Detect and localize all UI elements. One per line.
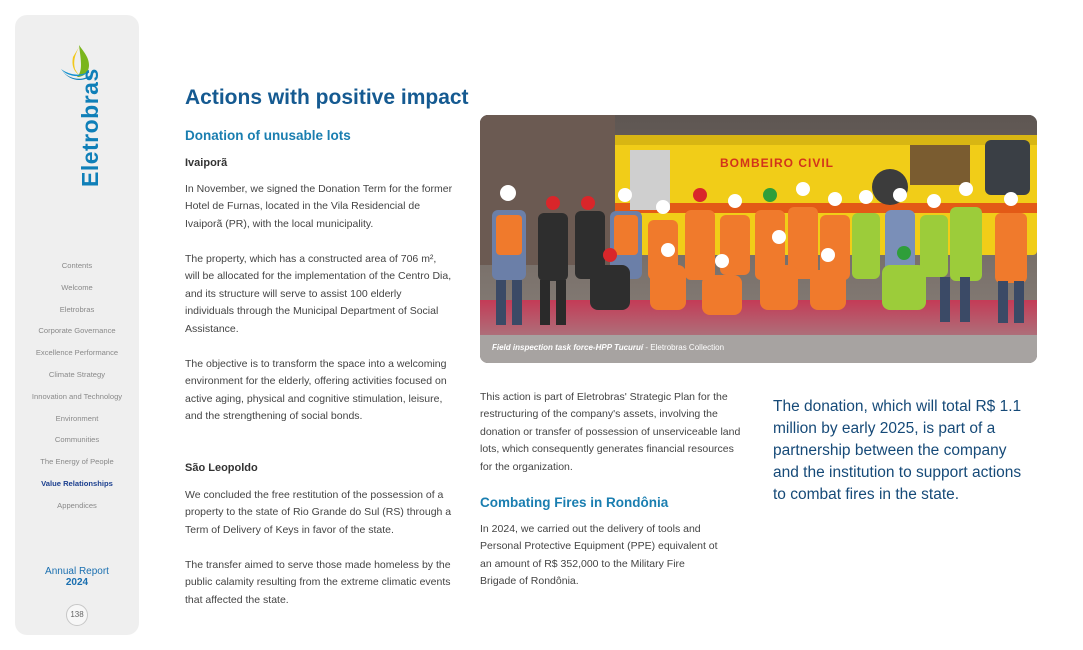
nav-item-excellence-performance[interactable]: Excellence Performance — [35, 348, 119, 358]
ivaipora-heading: Ivaiporã — [185, 157, 228, 169]
nav-item-corporate-governance[interactable]: Corporate Governance — [38, 326, 116, 336]
photo-caption-bold: Field inspection task force-HPP Tucuruí — [492, 343, 644, 352]
ivaipora-paragraph-1: In November, we signed the Donation Term for the former Hotel de Furnas, located in the Vila Residencial de Ivaiporã (PR), with the local municipality. — [185, 183, 453, 230]
nav-item-communities[interactable]: Communities — [54, 435, 100, 445]
annual-report-year: 2024 — [65, 577, 89, 588]
nav-item-contents[interactable]: Contents — [61, 261, 93, 270]
photo-caption — [492, 343, 724, 352]
sao-leopoldo-heading: São Leopoldo — [185, 462, 258, 474]
photo-caption-rest: - Eletrobras Collection — [643, 343, 725, 352]
page-number: 138 — [66, 604, 88, 626]
nav-item-appendices[interactable]: Appendices — [57, 500, 97, 510]
pull-quote: The donation, which will total R$ 1.1 million by early 2025, is part of a partnership between the company and the institution to support actions to combat fires in the state. — [773, 398, 1022, 503]
ivaipora-paragraph-3: The objective is to transform the space into a welcoming environment for the elderly, offering activities focused on active aging, physical and cognitive stimulation, leisure, and the strengthening of social bonds. — [185, 358, 447, 423]
sidebar-nav — [15, 255, 139, 517]
nav-item-welcome[interactable]: Welcome — [61, 282, 93, 292]
field-inspection-photo — [480, 115, 1037, 363]
fires-heading: Combating Fires in Rondônia — [480, 495, 669, 510]
nav-item-climate-strategy[interactable]: Climate Strategy — [48, 369, 106, 379]
annual-report-label — [15, 566, 139, 588]
sao-leopoldo-paragraph-2: The transfer aimed to serve those made homeless by the public calamity resulting from the extreme climatic events that affected the state. — [185, 559, 451, 606]
truck-label: BOMBEIRO CIVIL — [720, 156, 835, 170]
ivaipora-paragraph-2: The property, which has a constructed area of 706 m², will be allocated for the implementation of the Centro Dia, and its structure will serve to assist 100 elderly individuals through the Municipal Department of Social Assistance. — [185, 253, 452, 335]
sao-leopoldo-paragraph-1: We concluded the free restitution of the possession of a property to the state of Rio Grande do Sul (RS) through a Term of Delivery of Keys in favor of the state. — [185, 489, 452, 536]
photo-illustration — [480, 115, 1037, 363]
annual-report-text: Annual Report — [45, 566, 109, 577]
nav-item-energy-of-people[interactable]: The Energy of People — [40, 457, 114, 467]
page-title: Actions with positive impact — [185, 86, 469, 109]
sidebar — [15, 15, 139, 635]
donation-heading: Donation of unusable lots — [185, 128, 351, 143]
nav-item-eletrobras[interactable]: Eletrobras — [59, 304, 95, 314]
nav-item-environment[interactable]: Environment — [55, 413, 99, 423]
nav-item-value-relationships[interactable]: Value Relationships — [41, 478, 113, 488]
brand-wordmark: Eletrobras — [77, 68, 103, 187]
strategic-plan-paragraph: This action is part of Eletrobras' Strategic Plan for the restructuring of the company's assets, involving the donation or transfer of possession of unserviceable land lots, which consequently generates financial resources for the organization. — [480, 391, 741, 473]
fires-paragraph: In 2024, we carried out the delivery of tools and Personal Protective Equipment (PPE) equivalent ot an amount of R$ 352,000 to the Military Fire Brigade of Rondônia. — [480, 523, 718, 588]
nav-item-innovation-technology[interactable]: Innovation and Technology — [31, 391, 123, 401]
